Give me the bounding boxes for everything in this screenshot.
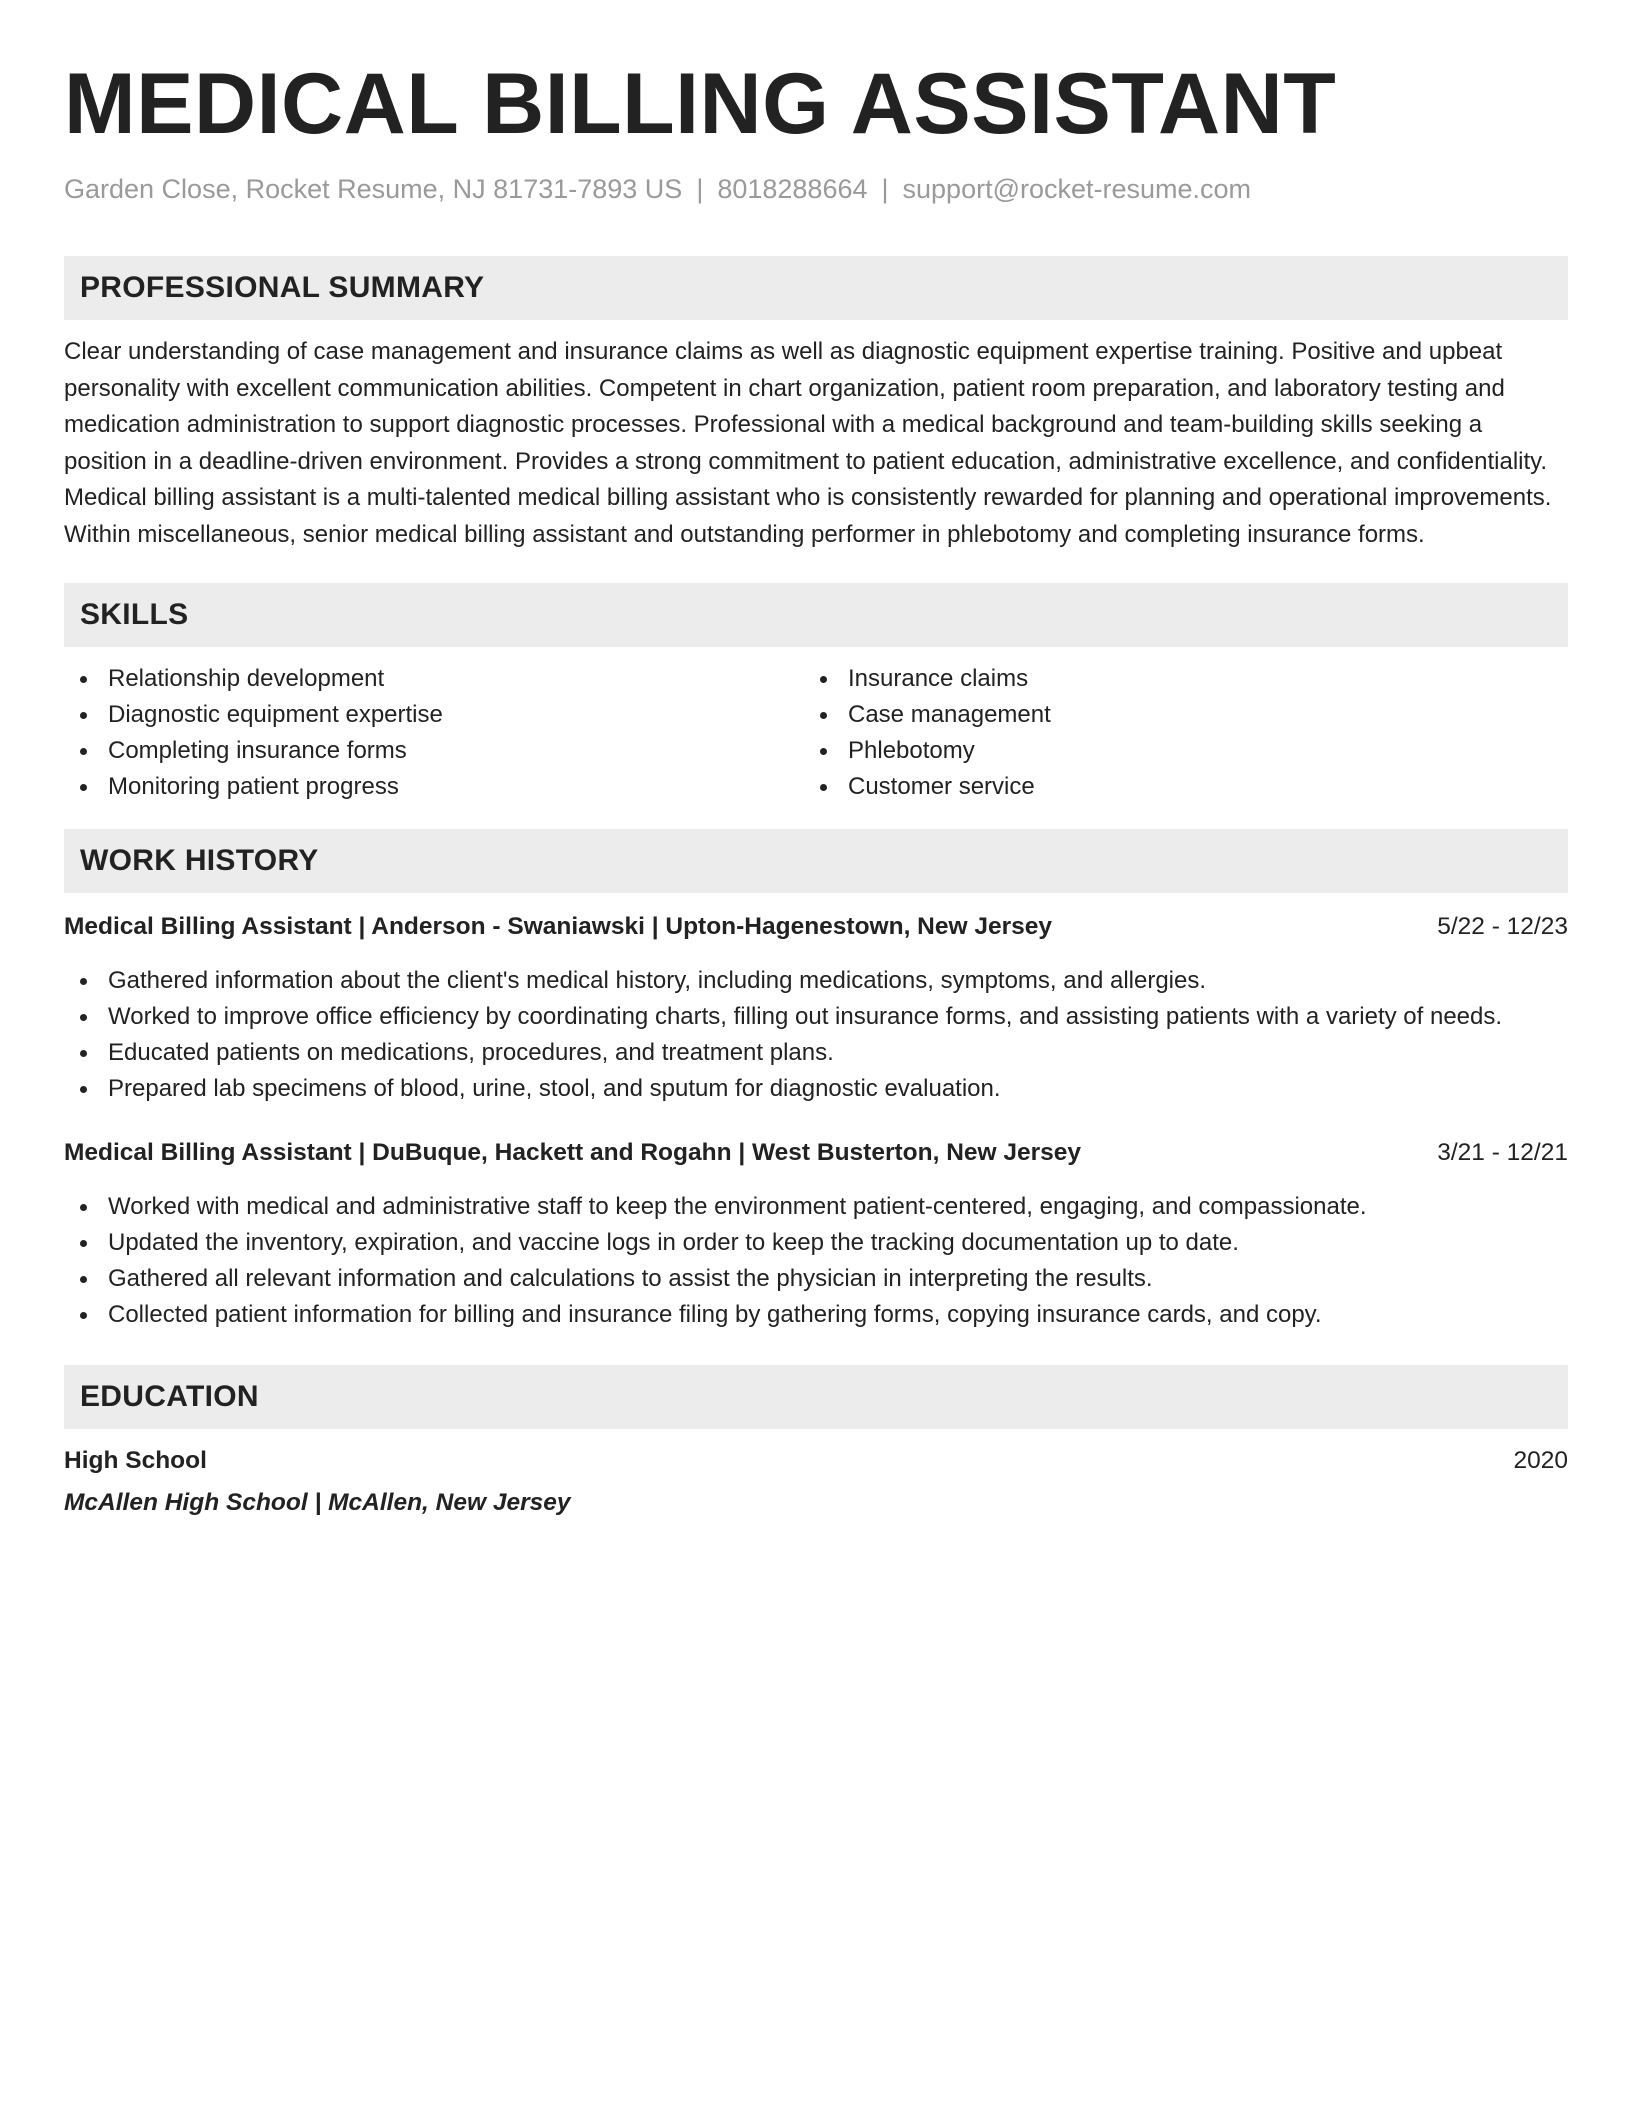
section-header-skills: SKILLS [64,583,1568,647]
skill-item: Diagnostic equipment expertise [64,697,804,733]
job-dates: 3/21 - 12/21 [1437,1139,1568,1166]
job-duties-list [64,1189,1568,1333]
education-year: 2020 [1513,1447,1568,1474]
job-entry [64,1135,1568,1333]
contact-phone: 8018288664 [717,174,868,204]
education-row [64,1443,1568,1479]
job-duty: Educated patients on medications, procedures, and treatment plans. [64,1035,1568,1071]
education-school: McAllen High School | McAllen, New Jersey [64,1489,571,1516]
job-title: Medical Billing Assistant | DuBuque, Hackett and Rogahn | West Busterton, New Jersey [64,1139,1082,1166]
job-title-row [64,1135,1568,1171]
job-duty: Collected patient information for billing and insurance filing by gathering forms, copying insurance cards, and copy. [64,1297,1568,1333]
contact-line [64,172,1568,206]
candidate-name: MEDICAL BILLING ASSISTANT [64,56,1337,152]
skill-item: Relationship development [64,661,804,697]
section-header-education: EDUCATION [64,1365,1568,1429]
skill-item: Customer service [804,769,1544,805]
job-title: Medical Billing Assistant | Anderson - Swaniawski | Upton-Hagenestown, New Jersey [64,913,1053,940]
section-header-work-history: WORK HISTORY [64,829,1568,893]
job-duty: Worked with medical and administrative staff to keep the environment patient-centered, engaging, and compassionate. [64,1189,1568,1225]
skill-item: Monitoring patient progress [64,769,804,805]
skill-item: Completing insurance forms [64,733,804,769]
job-duty: Gathered information about the client's medical history, including medications, symptoms, and allergies. [64,963,1568,999]
skill-item: Case management [804,697,1544,733]
job-title-row [64,909,1568,945]
section-header-summary: PROFESSIONAL SUMMARY [64,256,1568,320]
skills-list-left [64,661,804,805]
job-duties-list [64,963,1568,1107]
contact-separator: | [881,174,889,204]
skill-item: Insurance claims [804,661,1544,697]
job-duty: Gathered all relevant information and calculations to assist the physician in interpreting the results. [64,1261,1568,1297]
contact-email: support@rocket-resume.com [902,174,1252,204]
skill-item: Phlebotomy [804,733,1544,769]
job-dates: 5/22 - 12/23 [1437,913,1568,940]
job-duty: Prepared lab specimens of blood, urine, stool, and sputum for diagnostic evaluation. [64,1071,1568,1107]
job-duty: Worked to improve office efficiency by coordinating charts, filling out insurance forms, and assisting patients with a variety of needs. [64,999,1568,1035]
skills-columns [64,661,1568,805]
contact-separator: | [696,174,704,204]
contact-address: Garden Close, Rocket Resume, NJ 81731-7893 US [64,174,683,204]
job-entry [64,909,1568,1107]
summary-paragraph: Clear understanding of case management and insurance claims as well as diagnostic equipment expertise training. Positive and upbeat personality with excellent communication abilities. Competent in chart organization, patient room preparation, and laboratory testing and medication administration to support diagnostic processes. Professional with a medical background and team-building skills seeking a position in a deadline-driven environment. Provides a strong commitment to patient education, administrative excellence, and confidentiality. Medical billing assistant is a multi-talented medical billing assistant who is consistently rewarded for planning and operational improvements. Within miscellaneous, senior medical billing assistant and outstanding performer in phlebotomy and completing insurance forms. [64,338,1552,548]
skills-list-right [804,661,1544,805]
education-degree: High School [64,1447,207,1474]
job-duty: Updated the inventory, expiration, and vaccine logs in order to keep the tracking documentation up to date. [64,1225,1568,1261]
